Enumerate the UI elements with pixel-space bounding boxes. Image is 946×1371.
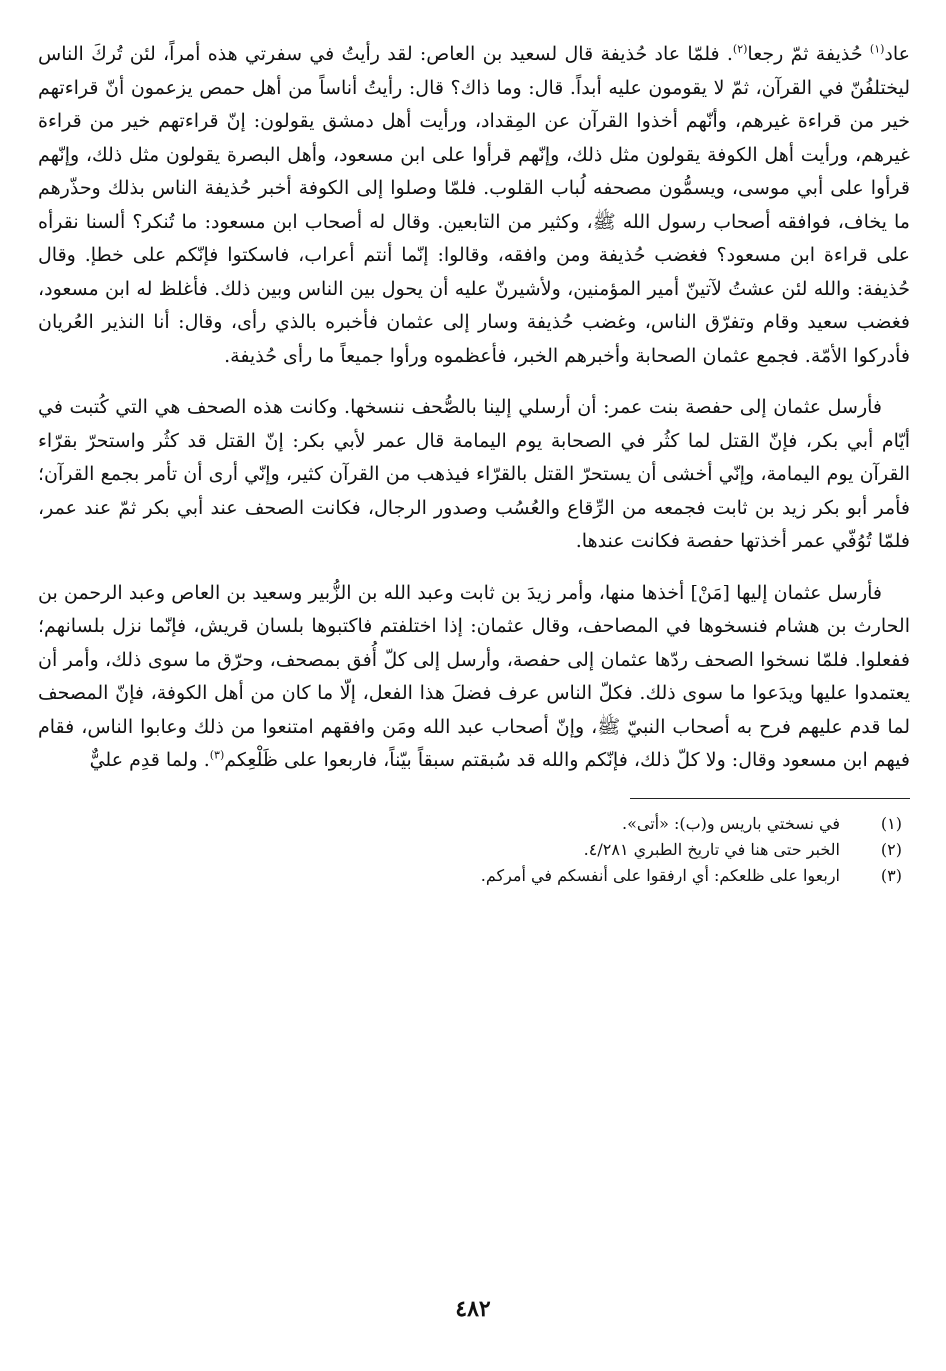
body-paragraph-1 bbox=[38, 38, 910, 373]
body-paragraph-3 bbox=[38, 577, 910, 778]
paragraph-text: . ولما قدِم عليٌّ bbox=[89, 749, 210, 771]
paragraph-text: فأرسل عثمان إلى حفصة بنت عمر: أن أرسلي إلينا بالصُّحف ننسخها. وكانت هذه الصحف هي التي كُتبت في أيّام أبي بكر، فإنّ القتل لما كثُر في الصحابة يوم اليمامة قال عمر لأبي بكر: إنّ القتل قد كثُر واستحرّ بقرّاء القرآن يوم اليمامة، وإنّي أخشى أن يستحرّ القتل بالقرّاء فيذهب من القرآن كثير، وإنّي أرى أن تأمر بجمع القرآن؛ فأمر أبو بكر زيد بن ثابت فجمعه من الرِّقاع والعُسُب وصدور الرجال، فكانت الصحف عند أبي بكر ثمّ عند عمر، فلمّا تُوُفّي عمر أخذتها حفصة فكانت عندها. bbox=[38, 396, 910, 552]
footnote-number: (١) bbox=[880, 813, 902, 833]
footnote-reference-3: (٣) bbox=[209, 748, 225, 762]
page-number: ٤٨٢ bbox=[455, 1296, 491, 1322]
footnotes-list bbox=[38, 811, 910, 889]
footnote-reference-1: (١) bbox=[869, 42, 885, 56]
footnote-text: الخبر حتى هنا في تاريخ الطبري ٤/٢٨١. bbox=[583, 839, 840, 859]
footnote-text: في نسختي باريس و(ب): «أتى». bbox=[621, 813, 840, 833]
footnote-item bbox=[38, 811, 910, 837]
footnote-number: (٢) bbox=[880, 839, 902, 859]
paragraph-text: حُذيفة ثمّ رجعا bbox=[747, 43, 870, 65]
body-paragraph-2 bbox=[38, 391, 910, 559]
page-content bbox=[38, 38, 910, 889]
paragraph-text: . فلمّا عاد حُذيفة قال لسعيد بن العاص: لقد رأيتُ في سفرتي هذه أمراً، لئن تُركَ الناس ليختلفُنّ في القرآن، ثمّ لا يقومون عليه أبداً. قال: وما ذاك؟ قال: رأيتُ أناساً من أهل حمص يزعمون أنّ قراءتهم خير من قراءة غيرهم، وأنّهم أخذوا القرآن عن المِقداد، ورأيت أهل دمشق يقولون: إنّ قراءتهم خير من قراءة غيرهم، ورأيت أهل الكوفة يقولون مثل ذلك، وإنّهم قرأوا على ابن مسعود، وأهل البصرة يقولون مثل ذلك، وإنّهم قرأوا على أبي موسى، ويسمُّون مصحفه لُباب القلوب. فلمّا وصلوا إلى الكوفة أخبر حُذيفة الناس بذلك وحذّرهم ما يخاف، فوافقه أصحاب رسول الله ﷺ، وكثير من التابعين. وقال له أصحاب ابن مسعود: ما تُنكر؟ ألسنا نقرأه على قراءة ابن مسعود؟ فغضب حُذيفة ومن وافقه، وقالوا: إنّما أنتم أعراب، فاسكتوا فإنّكم على خطإ. وقال حُذيفة: والله لئن عشتُ لآتينّ أمير المؤمنين، ولأشيرنّ عليه أن يحول بين الناس وبين ذلك. فأغلظ له ابن مسعود، فغضب سعيد وقام وتفرّق الناس، وغضب حُذيفة وسار إلى عثمان فأخبره بالذي رأى، وقال: أنا النذير العُريان فأدركوا الأمّة. فجمع عثمان الصحابة وأخبرهم الخبر، فأعظموه ورأوا جميعاً ما رأى حُذيفة. bbox=[38, 43, 910, 367]
footnote-text: اربعوا على ظلعكم: أي ارفقوا على أنفسكم في أمركم. bbox=[480, 865, 840, 885]
footnote-reference-2: (٢) bbox=[732, 42, 748, 56]
footnote-item bbox=[38, 863, 910, 889]
footnote-divider bbox=[630, 798, 910, 799]
footnote-number: (٣) bbox=[880, 865, 902, 885]
paragraph-text: فأرسل عثمان إليها [مَنْ] أخذها منها، وأمر زيدَ بن ثابت وعبد الله بن الزُّبير وسعيد بن العاص وعبد الرحمن بن الحارث بن هشام فنسخوها في المصاحف، وقال عثمان: إذا اختلفتم فاكتبوها بلسان قريش، فإنّما نزل بلسانهم؛ ففعلوا. فلمّا نسخوا الصحف ردّها عثمان إلى حفصة، وأرسل إلى كلّ أُفق بمصحف، وحرّق ما سوى ذلك، وأمر أن يعتمدوا عليها ويدَعوا ما سوى ذلك. فكلّ الناس عرف فضلَ هذا الفعل، إلّا ما كان من أهل الكوفة، فإنّ المصحف لما قدم عليهم فرح به أصحاب النبيّ ﷺ، وإنّ أصحاب عبد الله ومَن وافقهم امتنعوا من ذلك وعابوا الناس، فقام فيهم ابن مسعود وقال: ولا كلّ ذلك، فإنّكم والله قد سُبقتم سبقاً بيّناً، فاربعوا على ظَلْعِكم bbox=[38, 581, 910, 771]
paragraph-text: عاد bbox=[884, 43, 910, 65]
footnote-item bbox=[38, 837, 910, 863]
